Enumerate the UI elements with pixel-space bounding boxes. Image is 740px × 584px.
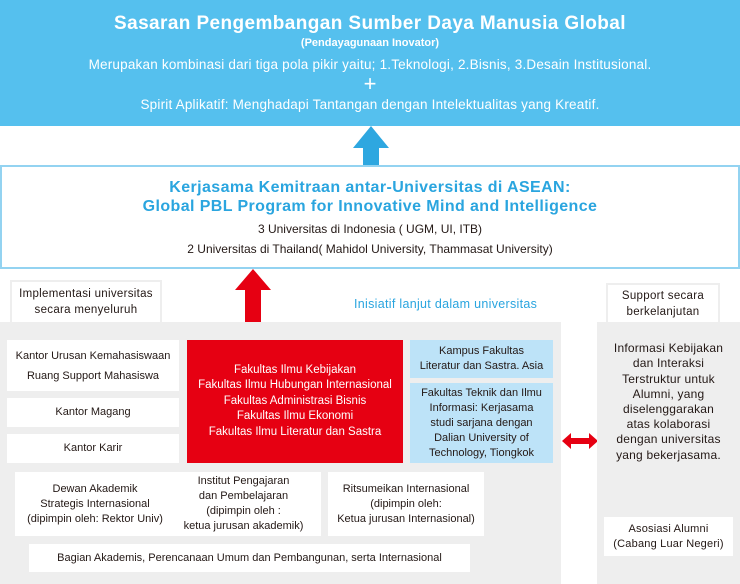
alumni-association-line: Asosiasi Alumni [628,522,709,535]
asia-campus-box [410,340,553,378]
office-line: Kantor Magang [55,406,131,418]
support-label-line2: berkelanjutan [626,305,700,318]
alumni-info-line: Terstruktur untuk [622,371,715,386]
alumni-info-line: dan Interaksi [632,356,705,371]
council-line: Ketua jurusan Internasional) [337,512,475,525]
council-line: Institut Pengajaran [197,475,290,487]
campus-line: Informasi: Kerjasama [429,401,534,414]
arrow-up-red-icon [234,269,272,322]
goal-spirit-line: Spirit Aplikatif: Menghadapi Tantangan dengan Intelektualitas yang Kreatif. [140,97,600,112]
support-label-line1: Support secara [621,289,705,302]
alumni-info-line: Informasi Kebijakan [613,341,724,356]
alumni-info-text [597,338,740,466]
faculty-item: Fakultas Ilmu Hubungan Internasional [198,379,392,392]
council-box-international [328,472,484,536]
office-box-internship [7,398,179,427]
campus-line: Fakultas Teknik dan Ilmu [421,386,542,399]
dalian-program-box [410,383,553,463]
arrow-up-blue-icon [352,126,390,166]
alumni-association-box [604,517,733,556]
campus-line: Kampus Fakultas [439,345,524,357]
asean-title-2: Global PBL Program for Innovative Mind and Intelligence [142,198,598,215]
faculties-box [187,340,403,463]
university-wide-label [10,280,162,322]
goal-title: Sasaran Pengembangan Sumber Daya Manusia Global [114,13,626,34]
university-wide-label-line1: Implementasi universitas [19,288,153,300]
alumni-info-line: atas kolaborasi [626,417,711,432]
council-line: Ritsumeikan Internasional [342,482,470,495]
asean-partnership-box [0,165,740,269]
council-box-strategic [15,472,175,536]
faculty-item: Fakultas Ilmu Ekonomi [236,410,354,423]
office-line: Ruang Support Mahasiswa [26,369,160,382]
council-line: dan Pembelajaran [198,490,289,502]
plus-sign: + [363,71,377,96]
division-label: Bagian Akademis, Perencanaan Umum dan Pembangunan, serta Internasional [57,551,442,564]
office-box-career [7,434,179,463]
faculty-item: Fakultas Ilmu Kebijakan [233,363,357,376]
alumni-info-line: yang bekerjasama. [616,447,721,462]
campus-line: studi sarjana dengan [430,416,533,429]
faculty-item: Fakultas Administrasi Bisnis [223,394,367,407]
alumni-info-line: Alumni, yang [632,386,705,401]
double-arrow-icon [562,432,598,450]
council-box-teaching [166,472,321,536]
asean-title-1: Kerjasama Kemitraan antar-Universitas di ASEAN: [169,179,571,196]
office-line: Kantor Urusan Kemahasiswaan [15,349,171,362]
campus-line: Dalian University of [434,431,529,444]
council-line: (dipimpin oleh : [206,505,281,517]
council-line: (dipimpin oleh: Rektor Univ) [27,512,163,525]
university-wide-label-line2: secara menyeluruh [34,304,138,316]
office-box-student-affairs [7,340,179,391]
asean-thailand-line: 2 Universitas di Thailand( Mahidol University, Thammasat University) [187,242,553,256]
campus-line: Technology, Tiongkok [429,446,534,459]
goal-banner [0,0,740,126]
support-label [606,283,720,322]
council-line: Dewan Akademik [52,482,138,495]
council-line: ketua jurusan akademik) [183,520,304,532]
goal-mindset-line: Merupakan kombinasi dari tiga pola pikir yaitu; 1.Teknologi, 2.Bisnis, 3.Desain Institusional. [88,57,652,72]
alumni-association-line: (Cabang Luar Negeri) [613,537,724,550]
division-box [29,544,470,572]
council-line: Strategis Internasional [40,497,150,510]
alumni-info-line: dengan universitas [616,432,721,447]
goal-subtitle: (Pendayagunaan Inovator) [300,37,440,49]
office-line: Kantor Karir [63,442,123,454]
council-line: (dipimpin oleh: [370,497,442,510]
asean-indonesia-line: 3 Universitas di Indonesia ( UGM, UI, ITB) [257,222,483,236]
initiative-label: Inisiatif lanjut dalam universitas [354,297,538,311]
campus-line: Literatur dan Sastra. Asia [419,360,544,372]
alumni-info-line: diselenggarakan [622,402,715,416]
faculty-item: Fakultas Ilmu Literatur dan Sastra [208,425,382,438]
